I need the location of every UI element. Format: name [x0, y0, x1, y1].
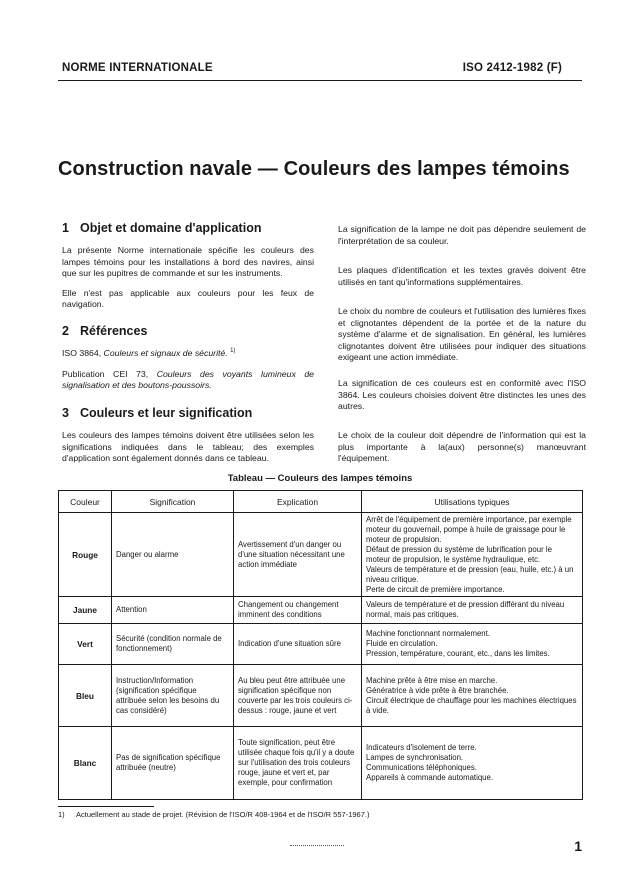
usage-line: Machine fonctionnant normalement. — [366, 629, 490, 638]
section-3 — [62, 406, 314, 465]
usage-line: Perte de circuit de première importance. — [366, 584, 505, 594]
usage-line: Valeurs de température et de pression différant du niveau normal, mais pas critiques. — [366, 600, 565, 619]
usage-line: Circuit électrique de chauffage pour les machines électriques à vide. — [366, 695, 577, 715]
table-row — [59, 513, 583, 597]
usage-line: Fluide en circulation. — [366, 639, 438, 648]
usage-line: Indicateurs d'isolement de terre. — [366, 743, 477, 752]
cell-explication: Indication d'une situation sûre — [234, 624, 362, 665]
usage-line: Pression, température, courant, etc., dans les limites. — [366, 649, 550, 658]
cell-signification: Danger ou alarme — [112, 513, 234, 597]
table-header-row — [59, 491, 583, 513]
cell-explication: Toute signification, peut être utilisée chaque fois qu'il y a doute sur l'utilisation des trois couleurs rouge, jaune et vert et, par exemple, pour confirmation — [234, 727, 362, 800]
right-paragraph-3: Le choix du nombre de couleurs et l'utilisation des lumières fixes et clignotantes dépendent de la portée et de la nature du système d'alarme et de signalisation. En général, les lumières clignotantes doivent être utilisées pour indiquer des situations exigeant une action immédiate. — [338, 306, 586, 363]
usage-line: Appareils à commande automatique. — [366, 773, 493, 782]
cell-explication: Avertissement d'un danger ou d'une situation nécessitant une action immédiate — [234, 513, 362, 597]
cell-signification: Pas de signification spécifique attribuée (neutre) — [112, 727, 234, 800]
section-3-paragraph: Les couleurs des lampes témoins doivent être utilisées selon les significations indiquées dans le tableau; des exemples d'application sont également donnés dans ce tableau. — [62, 430, 314, 464]
cell-couleur: Vert — [59, 624, 112, 665]
cell-utilisations — [362, 665, 583, 727]
right-paragraph-2: Les plaques d'identification et les textes gravés doivent être utilisés en tant qu'informations supplémentaires. — [338, 265, 586, 287]
column-header-utilisations: Utilisations typiques — [362, 491, 583, 513]
cell-utilisations — [362, 513, 583, 597]
cell-utilisations — [362, 624, 583, 665]
usage-line: Machine prête à être mise en marche. — [366, 675, 498, 685]
section-2-heading — [62, 324, 314, 338]
section-1-paragraph-1: La présente Norme internationale spécifie les couleurs des lampes témoins pour les installations à bord des navires, ainsi que sur les pupitres de commande et sur les instruments. — [62, 245, 314, 279]
column-header-signification: Signification — [112, 491, 234, 513]
reference-cei-73: Publication CEI 73, Couleurs des voyants lumineux de signalisation et des boutons-poussoirs. — [62, 368, 314, 391]
cell-explication: Au bleu peut être attribuée une signification spécifique non couverte par les trois couleurs ci-dessus : rouge, jaune et vert — [234, 665, 362, 727]
section-3-number: 3 — [62, 406, 69, 420]
right-paragraph-1: La signification de la lampe ne doit pas dépendre seulement de l'interprétation de sa couleur. — [338, 224, 586, 246]
footnote-text: Actuellement au stade de projet. (Révision de l'ISO/R 408-1964 et de l'ISO/R 557-1967.) — [76, 810, 370, 819]
cell-signification: Attention — [112, 597, 234, 624]
section-2 — [62, 324, 314, 392]
table-row — [59, 665, 583, 727]
usage-line: Communications téléphoniques. — [366, 763, 477, 772]
colors-table — [58, 490, 583, 800]
usage-line: Génératrice à vide prête à être branchée. — [366, 685, 509, 695]
footnote-mark: 1) — [58, 810, 65, 819]
footnote-reference: 1) — [230, 348, 236, 355]
cell-couleur: Jaune — [59, 597, 112, 624]
section-1-number: 1 — [62, 221, 69, 235]
table-caption: Tableau — Couleurs des lampes témoins — [227, 473, 413, 484]
section-2-number: 2 — [62, 324, 69, 338]
page-number: 1 — [574, 838, 582, 854]
column-header-couleur: Couleur — [59, 491, 112, 513]
cell-utilisations — [362, 727, 583, 800]
cell-signification: Instruction/Information (signification spécifique attribuée selon les besoins du cas considéré) — [112, 665, 234, 727]
right-paragraph-5: Le choix de la couleur doit dépendre de l'information qui est la plus importante à la(aux) personne(s) manœuvrant l'équipement. — [338, 430, 586, 464]
section-2-title: Références — [80, 324, 148, 338]
cell-couleur: Bleu — [59, 665, 112, 727]
page-title: Construction navale — Couleurs des lampes témoins — [58, 158, 570, 180]
cell-explication: Changement ou changement imminent des conditions — [234, 597, 362, 624]
usage-line: Défaut de pression du système de lubrification pour le moteur de propulsion, le système hydraulique, etc. — [366, 544, 552, 564]
usage-line: Valeurs de température et de pression (eau, huile, etc.) à un niveau critique. — [366, 564, 574, 584]
bottom-divider — [290, 845, 344, 846]
table-row — [59, 597, 583, 624]
cell-couleur: Blanc — [59, 727, 112, 800]
section-1-paragraph-2: Elle n'est pas applicable aux couleurs pour les feux de navigation. — [62, 287, 314, 310]
footnote — [58, 810, 369, 819]
footnote-rule — [58, 806, 154, 807]
header-standard-number: ISO 2412-1982 (F) — [462, 62, 562, 74]
reference-iso-3864: ISO 3864, Couleurs et signaux de sécurité. $^{1)}$ — [62, 348, 236, 358]
usage-line: Arrêt de l'équipement de première importance, par exemple moteur du gouvernail, pompe à huile de graissage pour le moteur de propulsion. — [366, 514, 572, 544]
header-standard-type: NORME INTERNATIONALE — [62, 62, 213, 74]
header-rule — [58, 80, 582, 81]
cell-utilisations — [362, 597, 583, 624]
table-row — [59, 624, 583, 665]
right-paragraph-4: La signification de ces couleurs est en conformité avec l'ISO 3864. Les couleurs choisies doivent être distinctes les unes des autres. — [338, 378, 586, 412]
section-1 — [62, 221, 314, 311]
table-row — [59, 727, 583, 800]
usage-line: Lampes de synchronisation. — [366, 753, 464, 762]
cell-couleur: Rouge — [59, 513, 112, 597]
section-3-heading — [62, 406, 314, 420]
section-3-title: Couleurs et leur signification — [80, 406, 253, 420]
cell-signification: Sécurité (condition normale de fonctionnement) — [112, 624, 234, 665]
column-header-explication: Explication — [234, 491, 362, 513]
section-1-title: Objet et domaine d'application — [80, 221, 262, 235]
section-1-heading — [62, 221, 314, 235]
